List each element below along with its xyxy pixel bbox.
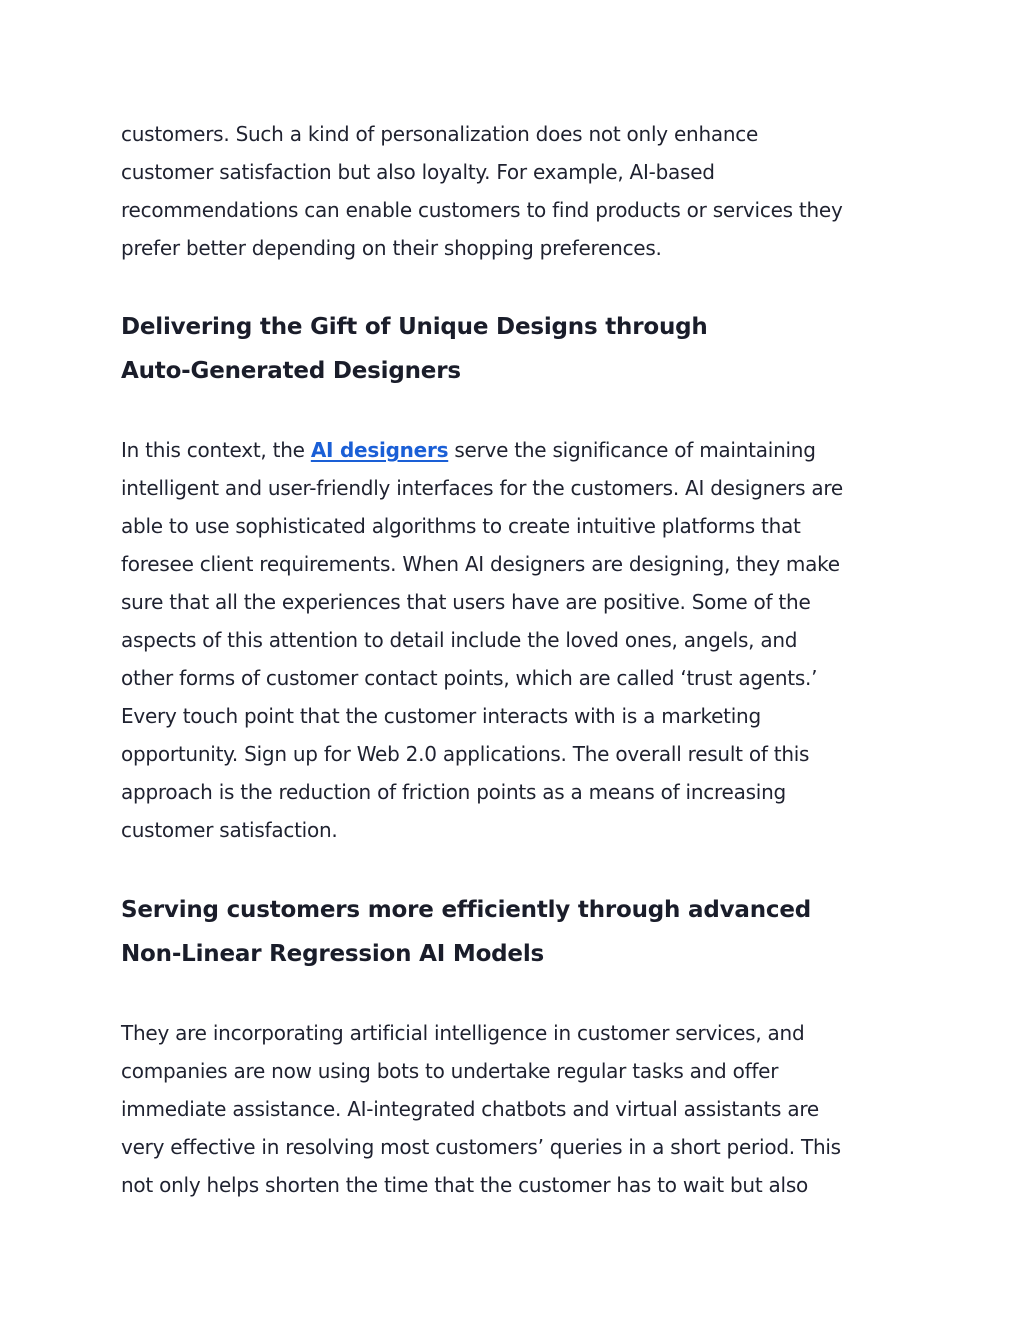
text-line <box>121 431 816 469</box>
text-line: intelligent and user-friendly interfaces for the customers. AI designers are <box>121 476 843 500</box>
text-line: customers. Such a kind of personalization does not only enhance <box>121 122 759 146</box>
text-line: customer satisfaction but also loyalty. For example, AI-based <box>121 160 715 184</box>
ai-designers-link[interactable]: AI designers <box>310 438 449 462</box>
text-line: other forms of customer contact points, which are called ‘trust agents.’ <box>121 666 818 690</box>
text-segment: In this context, the <box>121 438 311 462</box>
text-line: sure that all the experiences that users have are positive. Some of the <box>121 590 811 614</box>
text-line: approach is the reduction of friction points as a means of increasing <box>121 780 786 804</box>
text-line: foresee client requirements. When AI designers are designing, they make <box>121 552 840 576</box>
text-line: customer satisfaction. <box>121 818 338 842</box>
heading-line: Non-Linear Regression AI Models <box>121 941 545 967</box>
heading-line: Auto-Generated Designers <box>121 358 461 384</box>
heading-line: Serving customers more efficiently through advanced <box>121 897 812 923</box>
text-line: recommendations can enable customers to find products or services they <box>121 198 843 222</box>
text-line: prefer better depending on their shopping preferences. <box>121 236 662 260</box>
text-line: not only helps shorten the time that the customer has to wait but also <box>121 1173 808 1197</box>
text-segment: serve the significance of maintaining <box>448 438 816 462</box>
heading-line: Delivering the Gift of Unique Designs through <box>121 314 708 340</box>
text-line: companies are now using bots to undertake regular tasks and offer <box>121 1059 779 1083</box>
text-line: opportunity. Sign up for Web 2.0 applications. The overall result of this <box>121 742 810 766</box>
text-line: aspects of this attention to detail include the loved ones, angels, and <box>121 628 798 652</box>
text-line: able to use sophisticated algorithms to create intuitive platforms that <box>121 514 801 538</box>
text-line: Every touch point that the customer interacts with is a marketing <box>121 704 761 728</box>
text-line: immediate assistance. AI-integrated chatbots and virtual assistants are <box>121 1097 819 1121</box>
text-line: very effective in resolving most customers’ queries in a short period. This <box>121 1135 841 1159</box>
text-line: They are incorporating artificial intelligence in customer services, and <box>121 1021 805 1045</box>
